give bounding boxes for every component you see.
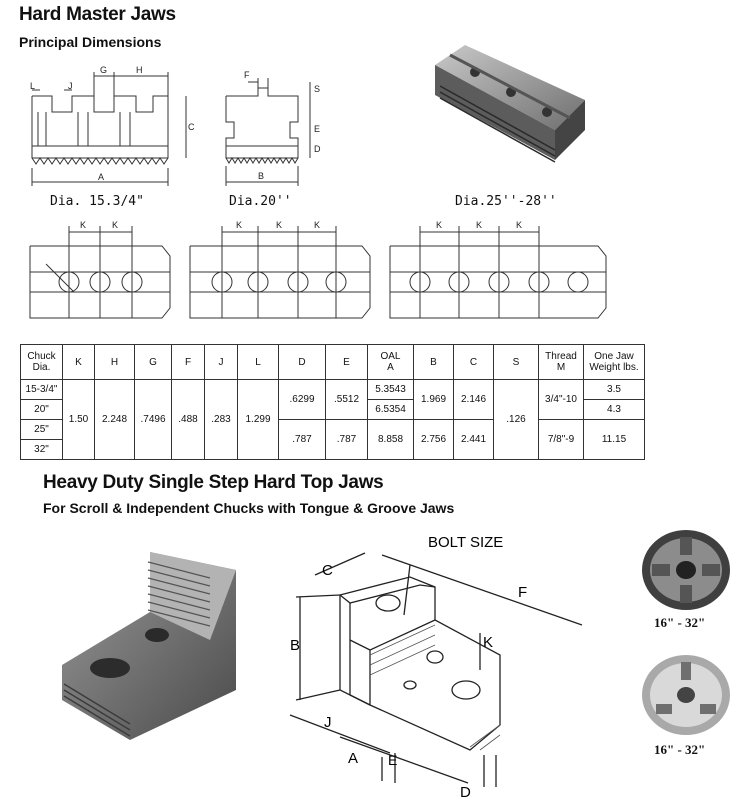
header-thread: Thread M xyxy=(539,345,584,380)
header-D: D xyxy=(279,345,326,380)
cell-oal: 6.5354 xyxy=(368,400,414,420)
cell-chuck-dia: 25" xyxy=(21,420,63,440)
chuck-photo-1 xyxy=(636,525,736,615)
master-jaw-photo xyxy=(425,40,590,170)
dim-label-J: J xyxy=(68,81,73,91)
header-oal: OAL A xyxy=(368,345,414,380)
cell-thread: 7/8"-9 xyxy=(539,420,584,460)
cell-weight: 4.3 xyxy=(584,400,645,420)
header-H: H xyxy=(95,345,135,380)
dim-label-S: S xyxy=(314,84,321,94)
dim-label-B-2: B xyxy=(290,637,301,654)
dim-label-K-2: K xyxy=(112,220,119,230)
header-chuck-dia: Chuck Dia. xyxy=(21,345,63,380)
dim-label-F-2: F xyxy=(518,584,528,601)
top-jaw-drawing xyxy=(270,525,610,800)
dia-label-25-28: Dia.25''-28'' xyxy=(455,194,557,209)
cell-D: .6299 xyxy=(279,380,326,420)
cell-H: 2.248 xyxy=(95,380,135,460)
dim-label-E-2: E xyxy=(388,752,398,768)
dim-label-F: F xyxy=(244,70,250,80)
top-view-15-3-4 xyxy=(22,212,182,322)
header-S: S xyxy=(494,345,539,380)
top-jaw-photo xyxy=(60,540,240,760)
dim-label-C-2: C xyxy=(322,562,333,579)
dim-label-A: A xyxy=(98,172,105,182)
dim-label-C: C xyxy=(188,122,195,132)
dimensions-table xyxy=(20,344,645,460)
cell-thread: 3/4"-10 xyxy=(539,380,584,420)
dim-label-E: E xyxy=(314,124,321,134)
dim-label-K-4: K xyxy=(276,220,283,230)
dim-label-K-8: K xyxy=(516,220,523,230)
cell-chuck-dia: 32" xyxy=(21,440,63,460)
cell-C: 2.441 xyxy=(454,420,494,460)
cell-oal: 8.858 xyxy=(368,420,414,460)
top-view-20 xyxy=(186,212,376,322)
cell-B: 1.969 xyxy=(414,380,454,420)
section-title-heavy-duty-jaws: Heavy Duty Single Step Hard Top Jaws xyxy=(43,472,384,493)
dim-label-J-2: J xyxy=(324,714,332,731)
side-view-drawing xyxy=(218,62,330,192)
dim-label-K-6: K xyxy=(436,220,443,230)
chuck-photo-2 xyxy=(636,650,736,740)
cell-D: .787 xyxy=(279,420,326,460)
top-view-25-28 xyxy=(384,212,614,322)
cell-weight: 3.5 xyxy=(584,380,645,400)
front-view-drawing xyxy=(18,62,208,192)
dim-label-K-9: K xyxy=(483,634,494,651)
dim-label-K-7: K xyxy=(476,220,483,230)
header-B: B xyxy=(414,345,454,380)
dim-label-L: L xyxy=(30,81,36,91)
header-C: C xyxy=(454,345,494,380)
dia-label-20: Dia.20'' xyxy=(229,194,292,209)
bolt-size-label: BOLT SIZE xyxy=(428,534,504,551)
table-header-row xyxy=(21,345,645,380)
chuck-caption-1: 16" - 32" xyxy=(654,615,706,630)
table-row xyxy=(21,380,645,400)
cell-B: 2.756 xyxy=(414,420,454,460)
cell-G: .7496 xyxy=(135,380,172,460)
header-weight: One Jaw Weight lbs. xyxy=(584,345,645,380)
cell-oal: 5.3543 xyxy=(368,380,414,400)
header-G: G xyxy=(135,345,172,380)
section-subtitle-scroll-chucks: For Scroll & Independent Chucks with Tongue & Groove Jaws xyxy=(43,500,455,516)
cell-L: 1.299 xyxy=(238,380,279,460)
cell-J: .283 xyxy=(205,380,238,460)
section-subtitle-principal-dimensions: Principal Dimensions xyxy=(19,34,162,50)
cell-weight: 11.15 xyxy=(584,420,645,460)
dim-label-H: H xyxy=(136,65,143,75)
header-J: J xyxy=(205,345,238,380)
section-title-hard-master-jaws: Hard Master Jaws xyxy=(19,4,176,25)
header-K: K xyxy=(63,345,95,380)
chuck-caption-2: 16" - 32" xyxy=(654,742,706,757)
cell-S: .126 xyxy=(494,380,539,460)
cell-F: .488 xyxy=(172,380,205,460)
cell-E: .787 xyxy=(326,420,368,460)
dim-label-K-5: K xyxy=(314,220,321,230)
cell-chuck-dia: 15-3/4" xyxy=(21,380,63,400)
dim-label-D: D xyxy=(314,144,321,154)
header-F: F xyxy=(172,345,205,380)
cell-K: 1.50 xyxy=(63,380,95,460)
cell-E: .5512 xyxy=(326,380,368,420)
cell-C: 2.146 xyxy=(454,380,494,420)
dia-label-15-3-4: Dia. 15.3/4" xyxy=(50,194,144,209)
header-L: L xyxy=(238,345,279,380)
dim-label-B: B xyxy=(258,171,265,181)
cell-chuck-dia: 20" xyxy=(21,400,63,420)
dim-label-D-2: D xyxy=(460,784,471,800)
header-E: E xyxy=(326,345,368,380)
dim-label-K-1: K xyxy=(80,220,87,230)
dim-label-K-3: K xyxy=(236,220,243,230)
dim-label-A-2: A xyxy=(348,750,359,767)
dim-label-G: G xyxy=(100,65,108,75)
